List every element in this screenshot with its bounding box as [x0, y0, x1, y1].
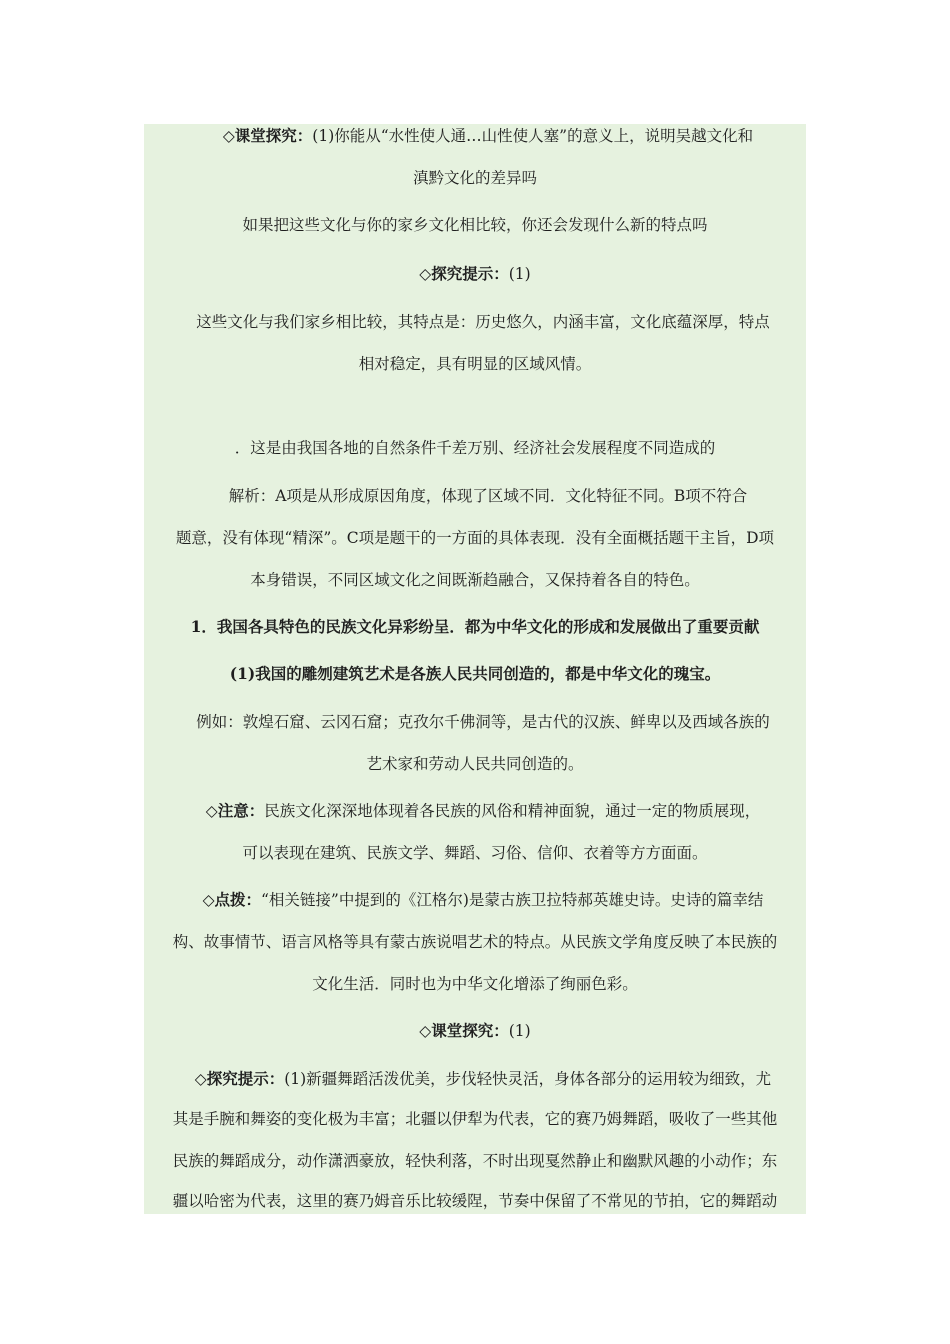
text-line: 其是手腕和舞姿的变化极为丰富；北疆以伊犁为代表，它的赛乃姆舞蹈，吸收了一些其他: [172, 1110, 778, 1128]
text-line: 题意，没有体现“精深”。C项是题干的一方面的具体表现．没有全面概括题干主旨，D项: [175, 529, 775, 547]
text-line: 疆以哈密为代表，这里的赛乃姆音乐比较缓陧，节奏中保留了不常见的节拍，它的舞蹈动: [172, 1192, 778, 1210]
text-line: ◇点拨：“相关链接”中提到的《江格尔)是蒙古族卫拉特郝英雄史诗。史诗的篇幸结: [202, 890, 764, 909]
text-line: 如果把这些文化与你的家乡文化相比较，你还会发现什么新的特点吗: [242, 216, 708, 234]
text-line: ◇探究提示：(1)新疆舞蹈活泼优美，步伐轻快灵活，身体各部分的运用较为细致，尤: [194, 1069, 772, 1088]
text-line: ◇课堂探究：(1): [419, 1021, 531, 1040]
text-line: 例如：敦煌石窟、云冈石窟；克孜尔千佛洞等，是古代的汉族、鲜卑以及西域各族的: [196, 713, 770, 731]
text-line: 本身错误，不同区域文化之间既渐趋融合，又保持着各自的特色。: [250, 571, 700, 589]
text-line: 民族的舞蹈成分，动作潇洒豪放，轻快利落，不时出现戛然静止和幽默风趣的小动作；东: [172, 1152, 778, 1170]
document-page: [144, 124, 806, 1214]
text-line: ◇探究提示：(1): [419, 264, 531, 283]
text-line: 艺术家和劳动人民共同创造的。: [366, 755, 584, 773]
text-line: ◇注意：民族文化深深地体现着各民族的风俗和精神面貌，通过一定的物质展现，: [205, 801, 761, 820]
text-line: 滇黔文化的差异吗: [412, 169, 537, 187]
section-heading: (1)我国的雕刎建筑艺术是各族人民共同创造的，都是中华文化的瑰宝。: [229, 664, 721, 683]
text-line: 可以表现在建筑、民族文学、舞蹈、习俗、信仰、衣着等方方面面。: [242, 844, 708, 862]
text-line: 解析：A项是从形成原因角度，体现了区域不同．文化特征不同。B项不符合: [228, 487, 748, 505]
text-line: 构、故事情节、语言风格等具有蒙古族说唱艺术的特点。从民族文学角度反映了本民族的: [172, 933, 778, 951]
section-heading: 1．我国各具特色的民族文化异彩纷呈．都为中华文化的形成和发展做出了重要贡献: [190, 617, 760, 636]
text-line: ．这是由我国各地的自然条件千差万别、经济社会发展程度不同造成的: [234, 439, 716, 457]
text-line: 这些文化与我们家乡相比较，其特点是：历史悠久，内涵丰富，文化底蕴深厚，特点: [196, 313, 770, 331]
text-line: 相对稳定，具有明显的区域风情。: [358, 355, 592, 373]
text-line: ◇课堂探究：(1)你能从“水性使人通…山性使人塞”的意义上，说明吴越文化和: [222, 126, 754, 145]
text-line: 文化生活．同时也为中华文化增添了绚丽色彩。: [312, 975, 638, 993]
